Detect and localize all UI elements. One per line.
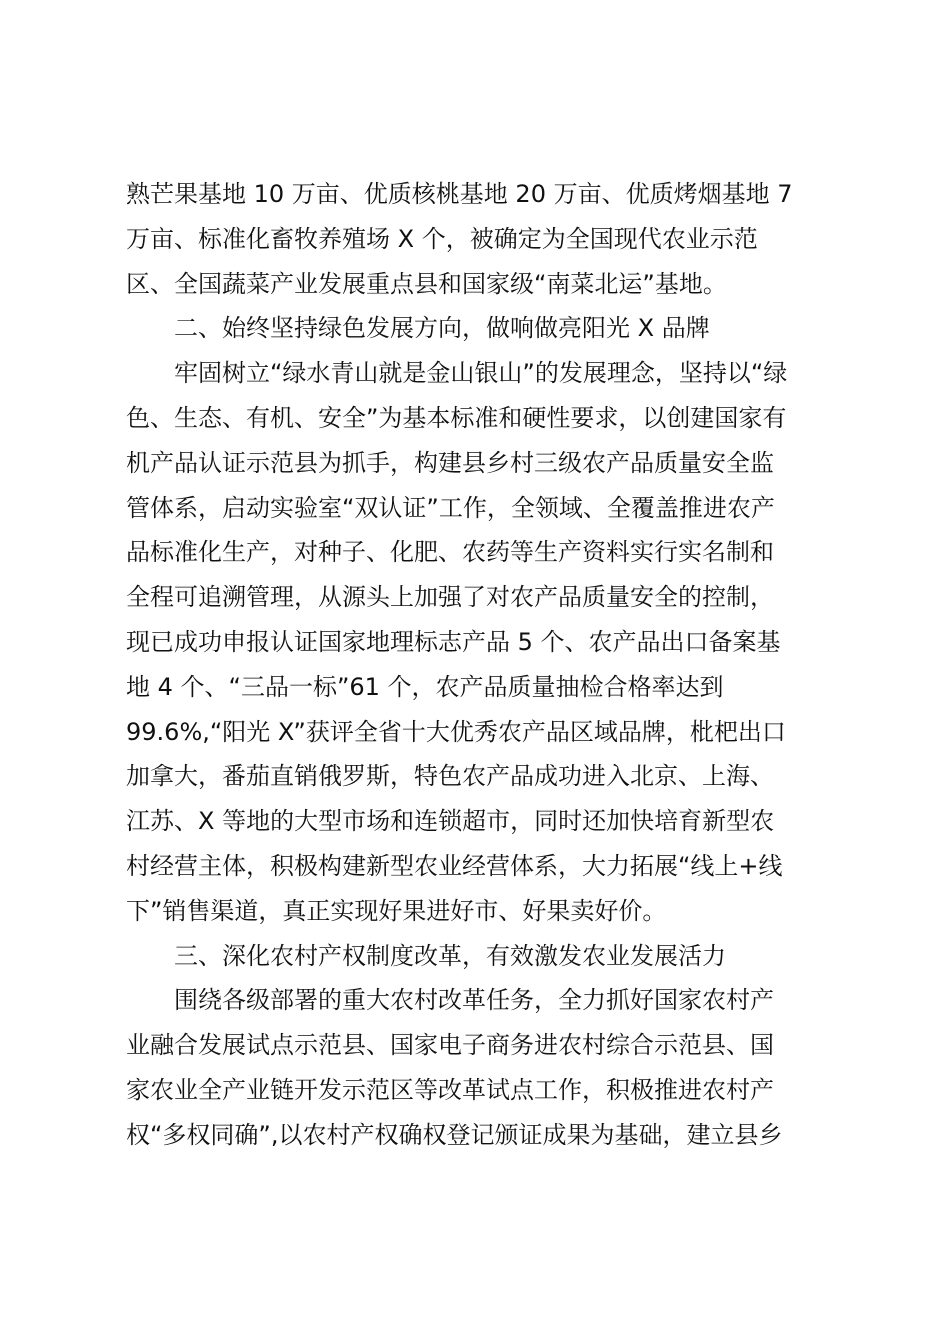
paragraph-line: 全程可追溯管理，从源头上加强了对农产品质量安全的控制， [126, 583, 774, 612]
section-heading-3: 三、深化农村产权制度改革，有效激发农业发展活力 [174, 941, 726, 970]
paragraph-line: 品标准化生产，对种子、化肥、农药等生产资料实行实名制和 [126, 538, 774, 567]
paragraph-line: 熟芒果基地 10 万亩、优质核桃基地 20 万亩、优质烤烟基地 7 [126, 180, 793, 208]
paragraph-line: 区、全国蔬菜产业发展重点县和国家级“南菜北运”基地。 [126, 269, 727, 298]
section-heading-2: 二、始终坚持绿色发展方向，做响做亮阳光 X 品牌 [174, 314, 710, 343]
paragraph-line: 江苏、X 等地的大型市场和连锁超市，同时还加快培育新型农 [126, 807, 775, 836]
paragraph-line: 色、生态、有机、安全”为基本标准和硬性要求，以创建国家有 [126, 403, 787, 432]
paragraph-line: 现已成功申报认证国家地理标志产品 5 个、农产品出口备案基 [126, 627, 781, 656]
paragraph-line: 下”销售渠道，真正实现好果进好市、好果卖好价。 [126, 896, 667, 925]
body-text [126, 172, 830, 1158]
paragraph-line: 机产品认证示范县为抓手，构建县乡村三级农产品质量安全监 [126, 448, 774, 477]
paragraph-line: 权“多权同确”,以农村产权确权登记颁证成果为基础，建立县乡 [126, 1120, 783, 1149]
paragraph-line: 村经营主体，积极构建新型农业经营体系，大力拓展“线上+线 [126, 851, 783, 880]
paragraph-line: 家农业全产业链开发示范区等改革试点工作，积极推进农村产 [126, 1075, 774, 1104]
paragraph-line: 加拿大，番茄直销俄罗斯，特色农产品成功进入北京、上海、 [126, 762, 774, 791]
paragraph-line: 万亩、标准化畜牧养殖场 X 个，被确定为全国现代农业示范 [126, 224, 758, 253]
paragraph-line: 围绕各级部署的重大农村改革任务，全力抓好国家农村产 [174, 986, 774, 1015]
paragraph-line: 管体系，启动实验室“双认证”工作，全领域、全覆盖推进农产 [126, 493, 775, 522]
paragraph-line: 牢固树立“绿水青山就是金山银山”的发展理念，坚持以“绿 [174, 359, 788, 388]
paragraph-line: 99.6%,“阳光 X”获评全省十大优秀农产品区域品牌，枇杷出口 [126, 717, 786, 746]
paragraph-line: 业融合发展试点示范县、国家电子商务进农村综合示范县、国 [126, 1031, 774, 1060]
paragraph-line: 地 4 个、“三品一标”61 个，农产品质量抽检合格率达到 [126, 672, 724, 701]
